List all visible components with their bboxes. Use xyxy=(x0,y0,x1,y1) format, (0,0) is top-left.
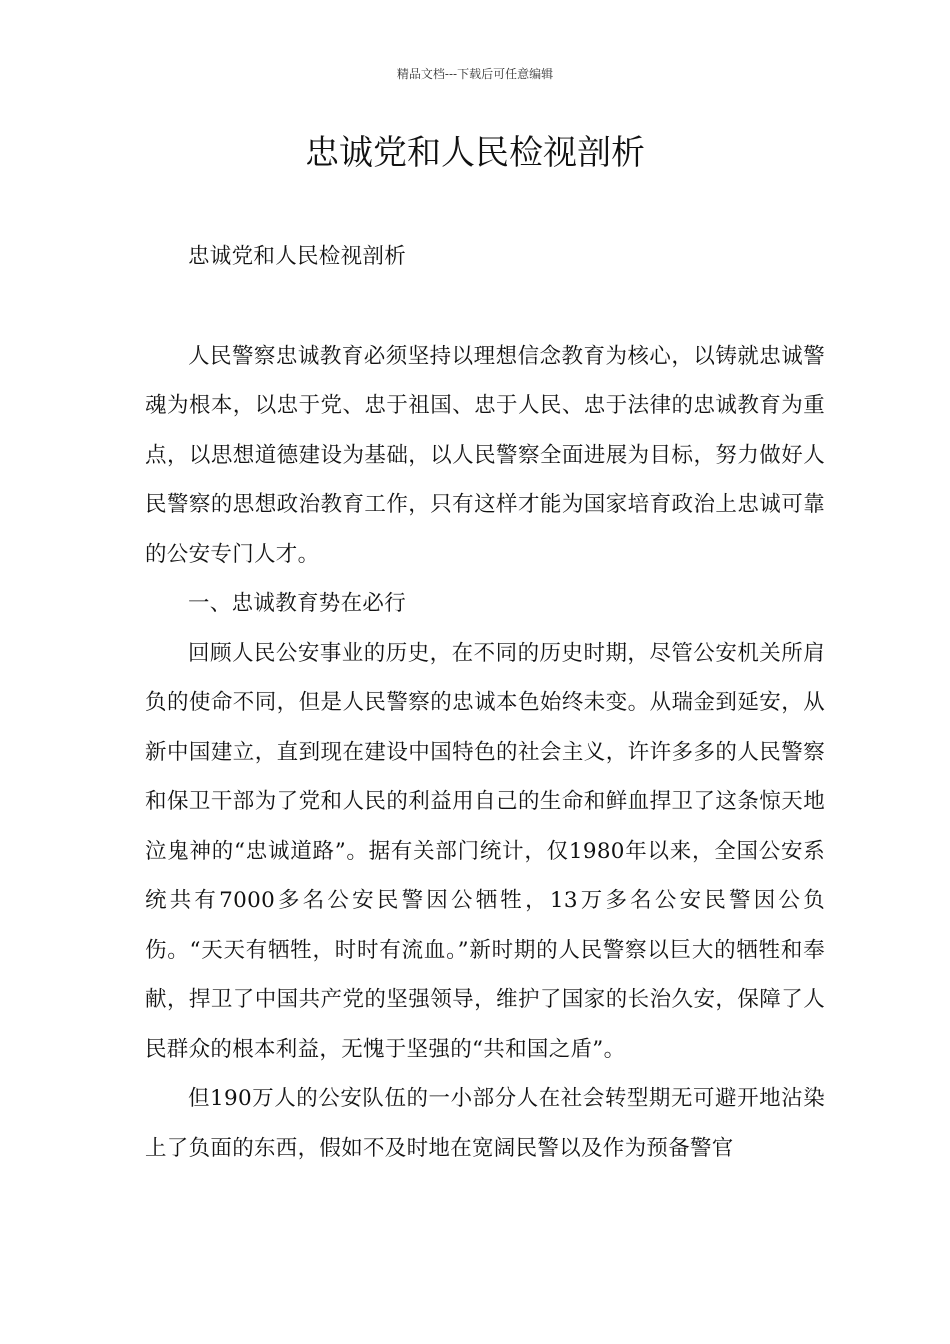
body-paragraph: 人民警察忠诚教育必须坚持以理想信念教育为核心，以铸就忠诚警魂为根本，以忠于党、忠于祖国、忠于人民、忠于法律的忠诚教育为重点，以思想道德建设为基础，以人民警察全面进展为目标，努力做好人民警察的思想政治教育工作，只有这样才能为国家培育政治上忠诚可靠的公安专门人才。 xyxy=(145,343,825,567)
section-heading: 一、忠诚教育势在必行 xyxy=(188,591,407,616)
subtitle-paragraph: 忠诚党和人民检视剖析 xyxy=(188,244,407,269)
document-title: 忠诚党和人民检视剖析 xyxy=(305,133,645,173)
header-note: 精品文档---下载后可任意编辑 xyxy=(396,67,554,81)
body-paragraph: 但190万人的公安队伍的一小部分人在社会转型期无可避开地沾染上了负面的东西，假如不及时地在宽阔民警以及作为预备警官 xyxy=(145,1086,825,1161)
document-body xyxy=(145,232,825,1173)
body-paragraph: 回顾人民公安事业的历史，在不同的历史时期，尽管公安机关所肩负的使命不同，但是人民警察的忠诚本色始终未变。从瑞金到延安，从新中国建立，直到现在建设中国特色的社会主义，许许多多的人民警察和保卫干部为了党和人民的利益用自己的生命和鲜血捍卫了这条惊天地泣鬼神的“忠诚道路”。据有关部门统计，仅1980年以来，全国公安系统共有7000多名公安民警因公牺牲，13万多名公安民警因公负伤。“天天有牺牲，时时有流血。”新时期的人民警察以巨大的牺牲和奉献，捍卫了中国共产党的坚强领导，维护了国家的长治久安，保障了人民群众的根本利益，无愧于坚强的“共和国之盾”。 xyxy=(145,640,825,1062)
